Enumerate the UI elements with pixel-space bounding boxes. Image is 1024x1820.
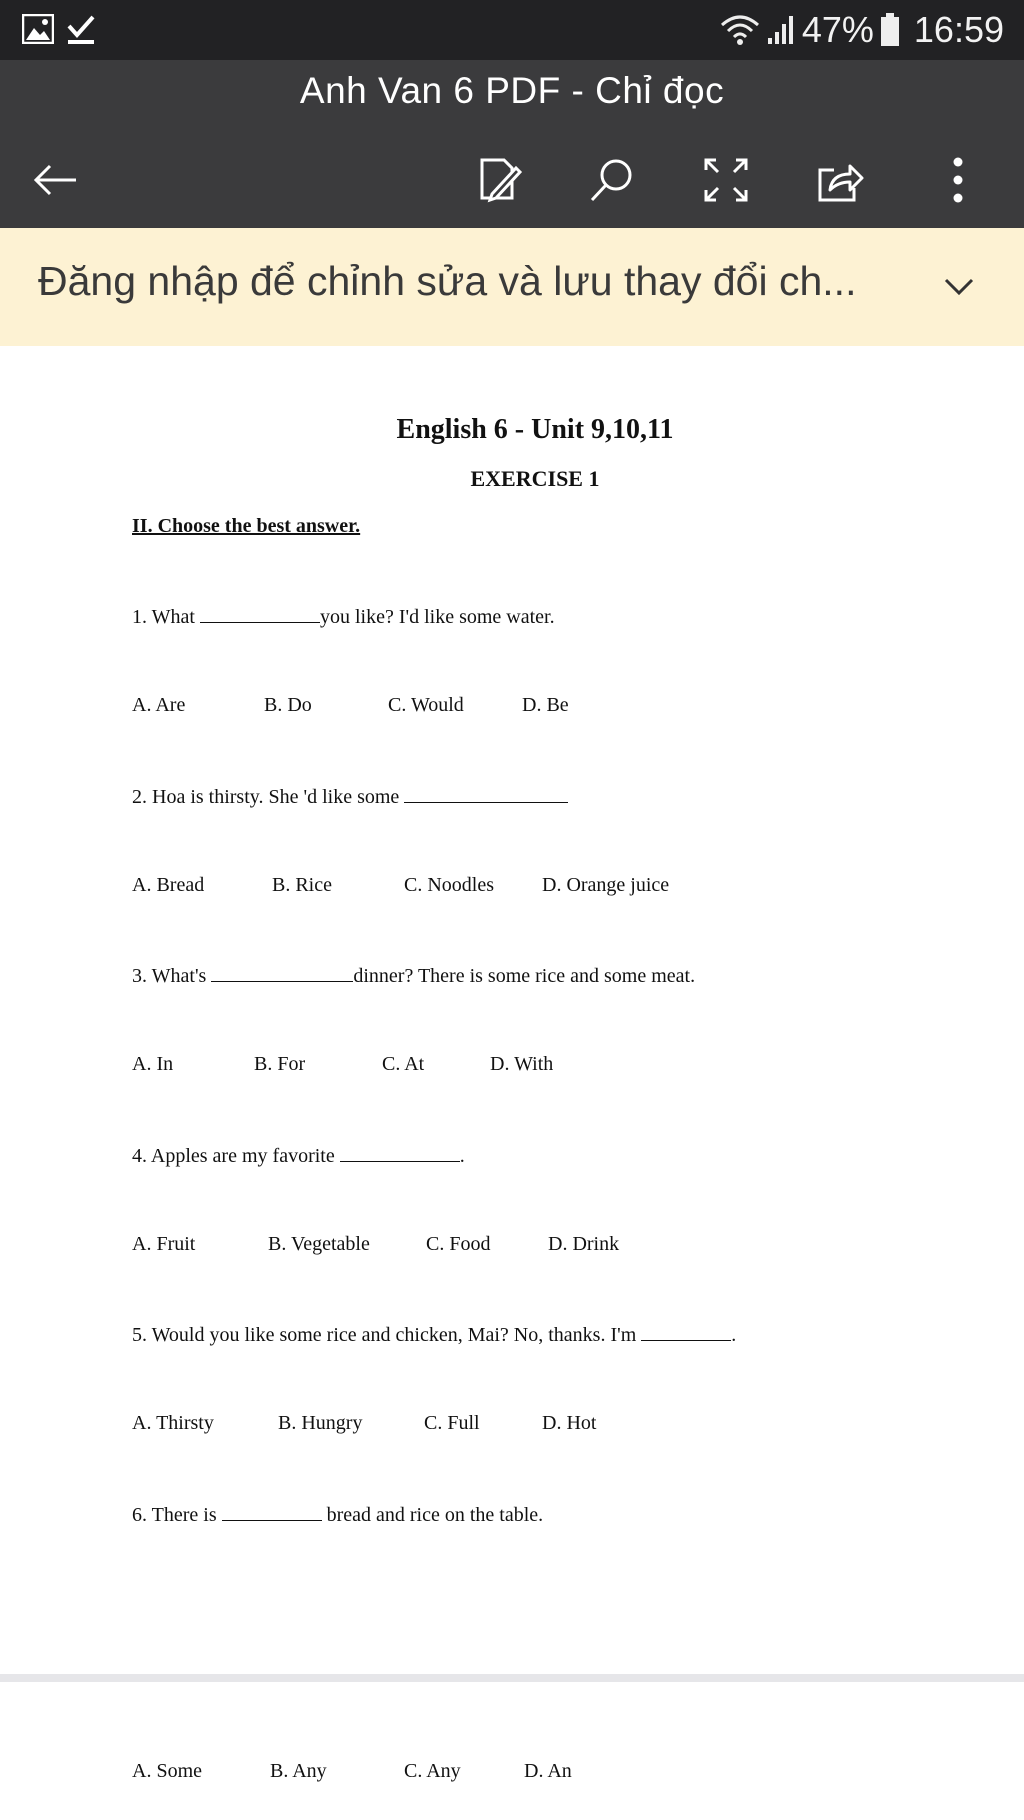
clock: 16:59 <box>913 9 1004 50</box>
status-bar <box>0 0 1024 60</box>
search-icon <box>586 154 638 206</box>
fullscreen-button[interactable] <box>690 144 762 216</box>
option: D. Orange juice <box>542 874 670 896</box>
option: C. Food <box>426 1233 491 1255</box>
answer-blank <box>340 1143 460 1162</box>
download-done-icon <box>66 14 96 46</box>
option: C. Noodles <box>404 874 494 896</box>
back-button[interactable] <box>20 144 92 216</box>
chevron-down-icon[interactable] <box>934 262 984 312</box>
edit-button[interactable] <box>462 144 534 216</box>
option: B. Rice <box>272 874 332 896</box>
pdf-page <box>0 346 1024 1674</box>
more-vertical-icon <box>932 154 984 206</box>
signal-icon <box>766 14 796 46</box>
answer-blank <box>404 784 568 803</box>
option: B. Do <box>264 694 312 716</box>
banner-text: Đăng nhập để chỉnh sửa và lưu thay đổi ch... <box>38 258 857 304</box>
option: B. Hungry <box>278 1412 363 1434</box>
question: 1. What you like? I'd like some water. <box>132 606 555 628</box>
option: B. Any <box>270 1760 327 1782</box>
document-title: Anh Van 6 PDF - Chỉ đọc <box>299 70 725 111</box>
doc-subheading: EXERCISE 1 <box>470 466 600 491</box>
question: 4. Apples are my favorite . <box>132 1145 465 1167</box>
option: C. Any <box>404 1760 461 1782</box>
answer-blank <box>200 604 320 623</box>
option: A. Fruit <box>132 1233 196 1255</box>
option: B. Vegetable <box>268 1233 370 1255</box>
sign-in-banner[interactable] <box>0 228 1024 346</box>
more-options-button[interactable] <box>922 144 994 216</box>
option: D. An <box>524 1760 572 1782</box>
option: A. Some <box>132 1760 202 1782</box>
option: A. Bread <box>132 874 205 896</box>
page-separator <box>0 1674 1024 1682</box>
share-icon <box>814 154 866 206</box>
option: C. Full <box>424 1412 480 1434</box>
option: C. Would <box>388 694 464 716</box>
option: A. Thirsty <box>132 1412 214 1434</box>
question: 6. There is bread and rice on the table. <box>132 1504 544 1526</box>
option: D. Be <box>522 694 569 716</box>
question: 2. Hoa is thirsty. She 'd like some <box>132 784 568 809</box>
battery-percent: 47% <box>801 9 874 50</box>
question: 3. What's dinner? There is some rice and some meat. <box>132 965 696 987</box>
answer-blank <box>641 1322 731 1341</box>
search-button[interactable] <box>576 144 648 216</box>
answer-blank <box>211 963 353 982</box>
option: C. At <box>382 1053 425 1075</box>
section-heading: II. Choose the best answer. <box>132 515 361 537</box>
option: A. In <box>132 1053 174 1075</box>
option: D. Hot <box>542 1412 597 1434</box>
doc-heading: English 6 - Unit 9,10,11 <box>396 414 674 445</box>
share-button[interactable] <box>804 144 876 216</box>
option: B. For <box>254 1053 306 1075</box>
answer-blank <box>222 1502 322 1521</box>
fullscreen-icon <box>700 154 752 206</box>
edit-document-icon <box>472 154 524 206</box>
option: D. With <box>490 1053 554 1075</box>
option: D. Drink <box>548 1233 620 1255</box>
question: 5. Would you like some rice and chicken, Mai? No, thanks. I'm . <box>132 1324 737 1346</box>
gallery-icon <box>22 14 54 44</box>
wifi-icon <box>720 13 760 47</box>
pdf-page <box>0 1682 1024 1820</box>
battery-icon <box>880 13 900 47</box>
toolbar <box>0 132 1024 228</box>
option: A. Are <box>132 694 186 716</box>
arrow-left-icon <box>30 154 82 206</box>
